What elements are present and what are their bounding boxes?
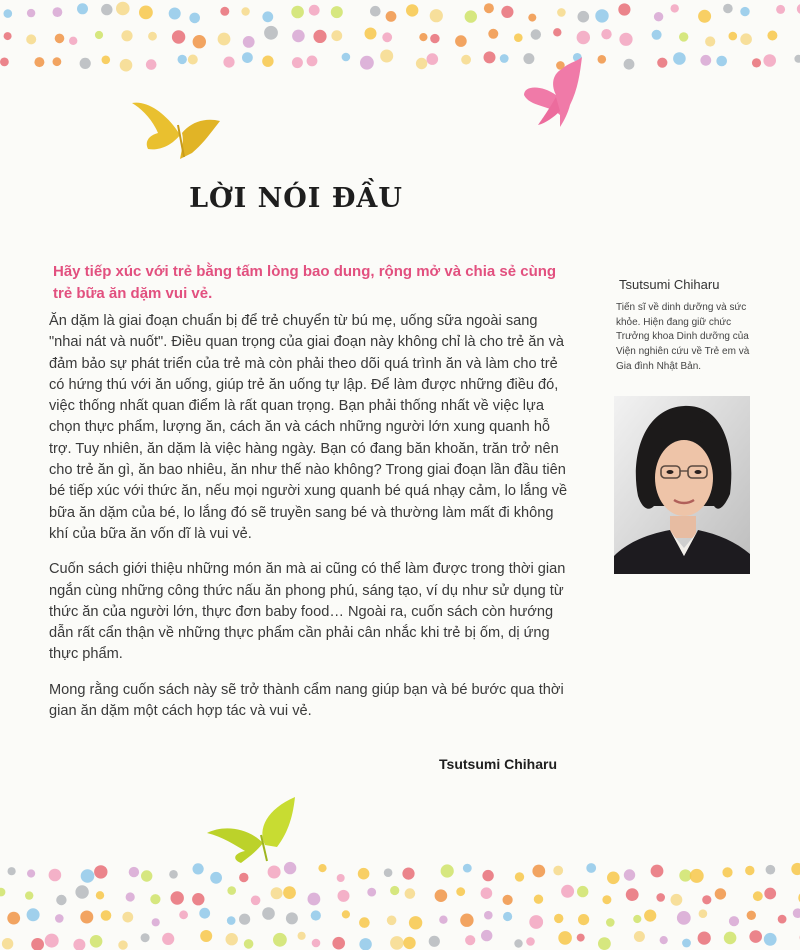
confetti-dot	[242, 52, 253, 63]
confetti-dot	[139, 5, 153, 19]
confetti-dot	[227, 886, 236, 895]
confetti-dot	[419, 33, 427, 41]
confetti-dot	[331, 6, 343, 18]
confetti-dot	[595, 9, 608, 22]
confetti-dot	[764, 888, 776, 900]
confetti-dot	[716, 56, 727, 67]
confetti-dot	[179, 910, 188, 919]
confetti-dot	[740, 7, 749, 16]
confetti-dot	[531, 29, 541, 39]
confetti-dots-top	[0, 0, 800, 80]
confetti-dot	[312, 939, 321, 948]
confetti-dot	[745, 866, 754, 875]
confetti-dot	[220, 7, 229, 16]
confetti-dot	[120, 59, 133, 72]
confetti-dot	[416, 58, 427, 69]
confetti-dot	[673, 52, 686, 65]
confetti-dot	[698, 932, 711, 945]
confetti-dot	[578, 914, 589, 925]
confetti-dot	[403, 937, 415, 949]
confetti-dot	[465, 10, 477, 22]
confetti-dot	[358, 868, 370, 880]
confetti-dot	[101, 910, 112, 921]
confetti-dot	[767, 31, 777, 41]
confetti-dots-bottom	[0, 860, 800, 950]
confetti-dot	[129, 867, 139, 877]
confetti-dot	[503, 912, 512, 921]
confetti-dot	[651, 865, 664, 878]
confetti-dot	[73, 939, 85, 950]
confetti-dot	[654, 12, 663, 21]
confetti-dot	[557, 8, 566, 17]
confetti-dot	[529, 915, 543, 929]
confetti-dot	[81, 869, 95, 883]
confetti-dot	[162, 933, 174, 945]
confetti-dot	[342, 53, 351, 62]
confetti-dot	[25, 891, 33, 899]
confetti-dot	[101, 4, 112, 15]
confetti-dot	[8, 867, 16, 875]
confetti-dot	[223, 57, 234, 68]
confetti-dot	[331, 30, 342, 41]
confetti-dot	[430, 9, 443, 22]
confetti-dot	[644, 910, 656, 922]
confetti-dot	[679, 869, 691, 881]
confetti-dot	[601, 29, 611, 39]
confetti-dot	[482, 870, 493, 881]
confetti-dot	[359, 917, 370, 928]
author-portrait	[614, 396, 750, 574]
confetti-dot	[0, 58, 9, 67]
confetti-dot	[455, 35, 467, 47]
confetti-dot	[633, 915, 641, 923]
confetti-dot	[488, 29, 498, 39]
confetti-dot	[406, 4, 418, 16]
confetti-dot	[671, 4, 679, 12]
confetti-dot	[390, 886, 399, 895]
confetti-dot	[682, 939, 691, 948]
yellow-butterfly-icon	[128, 95, 228, 160]
confetti-dot	[660, 936, 668, 944]
confetti-dot	[69, 37, 77, 45]
confetti-dot	[656, 893, 665, 902]
confetti-dot	[405, 888, 416, 899]
confetti-dot	[45, 934, 59, 948]
confetti-dot	[262, 907, 275, 920]
confetti-dot	[27, 908, 40, 921]
confetti-dot	[390, 936, 404, 950]
confetti-dot	[226, 933, 238, 945]
confetti-dot	[776, 5, 785, 14]
confetti-dot	[702, 895, 711, 904]
author-name: Tsutsumi Chiharu	[619, 277, 720, 292]
confetti-dot	[169, 8, 181, 20]
confetti-dot	[55, 34, 65, 44]
confetti-dot	[116, 2, 130, 16]
confetti-dot	[793, 908, 800, 918]
confetti-dot	[118, 940, 127, 949]
confetti-dot	[90, 935, 103, 948]
confetti-dot	[561, 885, 574, 898]
body-paragraph: Ăn dặm là giai đoạn chuẩn bị để trẻ chuyển từ bú mẹ, uống sữa ngoài sang "nhai nát và nuốt". Điều quan trọng của giai đoạn này không chỉ là cho trẻ ăn và đảm bảo sự phát triển của trẻ mà còn phải theo dõi quá trình ăn và làm cho trẻ có hứng thú với ăn uống, giúp trẻ ăn uống tự lập. Để làm được những điều đó, việc thống nhất quan điểm là rất quan trọng. Bạn phải thống nhất về việc lựa chọn thực phẩm, lượng ăn, cách ăn và cách những người lớn xung quanh hỗ trợ. Tuy nhiên, ăn dặm là việc hàng ngày. Bạn có đang băn khoăn, trăn trở nên cho trẻ ăn gì, ăn bao nhiêu, ăn như thế nào không? Trong giai đoạn lần đầu tiên bé tiếp xúc với thức ăn, nếu mọi người xung quanh bé quá nhạy cảm, lo lắng về bữa ăn dặm của bé, lo lắng đó sẽ truyền sang bé và thường làm mất đi không khí của bữa ăn vốn dĩ là vui vẻ.	[49, 313, 568, 542]
confetti-dot	[239, 914, 250, 925]
confetti-dot	[359, 938, 371, 950]
confetti-dot	[435, 889, 448, 902]
confetti-dot	[365, 28, 377, 40]
confetti-dot	[791, 863, 800, 875]
confetti-dot	[461, 55, 471, 65]
confetti-dot	[271, 887, 283, 899]
confetti-dot	[671, 894, 683, 906]
confetti-dot	[53, 57, 62, 66]
confetti-dot	[698, 10, 711, 23]
confetti-dot	[618, 3, 630, 15]
confetti-dot	[262, 11, 273, 22]
confetti-dot	[481, 930, 492, 941]
confetti-dot	[387, 916, 397, 926]
confetti-dot	[532, 865, 545, 878]
confetti-dot	[342, 910, 350, 918]
confetti-dot	[439, 916, 447, 924]
confetti-dot	[262, 56, 273, 67]
confetti-dot	[484, 51, 496, 63]
confetti-dot	[188, 55, 198, 65]
confetti-dot	[764, 933, 777, 946]
confetti-dot	[77, 3, 88, 14]
confetti-dot	[7, 912, 20, 925]
confetti-dot	[753, 891, 763, 901]
confetti-dot	[526, 937, 535, 946]
confetti-dot	[27, 9, 35, 17]
confetti-dot	[382, 32, 392, 42]
confetti-dot	[606, 918, 615, 927]
green-butterfly-icon	[205, 795, 300, 865]
confetti-dot	[298, 932, 306, 940]
confetti-dot	[794, 55, 800, 63]
confetti-dot	[409, 916, 422, 929]
confetti-dot	[534, 895, 543, 904]
confetti-dot	[602, 895, 611, 904]
confetti-dot	[724, 932, 737, 945]
confetti-dot	[146, 59, 157, 70]
confetti-dot	[318, 864, 326, 872]
confetti-dot	[460, 914, 473, 927]
confetti-dot	[430, 34, 439, 43]
confetti-dot	[729, 32, 738, 41]
confetti-dot	[577, 31, 590, 44]
confetti-dot	[0, 888, 5, 897]
confetti-dot	[402, 868, 414, 880]
confetti-dot	[427, 53, 439, 65]
confetti-dot	[27, 869, 35, 877]
confetti-dot	[241, 7, 249, 15]
confetti-dot	[80, 58, 91, 69]
confetti-dot	[95, 31, 103, 39]
confetti-dot	[121, 30, 132, 41]
confetti-dot	[55, 914, 64, 923]
confetti-dot	[700, 55, 711, 66]
confetti-dot	[456, 887, 465, 896]
confetti-dot	[624, 59, 635, 70]
confetti-dot	[286, 912, 298, 924]
confetti-dot	[200, 930, 212, 942]
confetti-dot	[607, 872, 620, 885]
page-title: LỜI NÓI ĐẦU	[189, 183, 403, 214]
confetti-dot	[515, 872, 524, 881]
confetti-dot	[514, 33, 523, 42]
confetti-dot	[723, 4, 733, 14]
confetti-dot	[171, 891, 184, 904]
confetti-dot	[307, 56, 318, 67]
confetti-dot	[273, 933, 287, 947]
confetti-dot	[34, 57, 44, 67]
confetti-dot	[679, 32, 688, 41]
confetti-dot	[740, 33, 752, 45]
confetti-dot	[747, 911, 756, 920]
confetti-dot	[309, 5, 320, 16]
confetti-dot	[598, 55, 607, 64]
confetti-dot	[429, 936, 440, 947]
confetti-dot	[126, 892, 135, 901]
confetti-dot	[578, 11, 590, 23]
confetti-dot	[313, 30, 326, 43]
body-text	[49, 311, 573, 736]
confetti-dot	[553, 28, 561, 36]
confetti-dot	[715, 888, 726, 899]
confetti-dot	[193, 863, 204, 874]
confetti-dot	[291, 6, 304, 19]
confetti-dot	[122, 912, 133, 923]
confetti-dot	[150, 894, 160, 904]
confetti-dot	[292, 30, 305, 43]
body-paragraph: Cuốn sách giới thiệu những món ăn mà ai cũng có thể làm được trong thời gian ngắn cùng những công thức nấu ăn phong phú, sáng tạo, ví dụ như sử dụng từ thức ăn của người lớn, thực đơn baby food… Ngoài ra, cuốn sách còn hướng dẫn rất cẩn thận về những thực phẩm cần phải cân nhắc khi trẻ bị ốm, dị ứng thực phẩm.	[49, 561, 566, 663]
confetti-dot	[705, 36, 715, 46]
confetti-dot	[49, 869, 62, 882]
confetti-dot	[554, 914, 563, 923]
confetti-dot	[624, 869, 635, 880]
confetti-dot	[4, 32, 12, 40]
confetti-dot	[514, 939, 522, 947]
body-paragraph: Mong rằng cuốn sách này sẽ trở thành cẩm nang giúp bạn và bé bước qua thời gian ăn dặm một cách hợp tác và vui vẻ.	[49, 681, 564, 720]
confetti-dot	[699, 909, 708, 918]
confetti-dot	[227, 916, 236, 925]
confetti-dot	[189, 13, 200, 24]
confetti-dot	[481, 887, 493, 899]
confetti-dot	[193, 35, 206, 48]
confetti-dot	[218, 33, 231, 46]
confetti-dot	[528, 14, 536, 22]
confetti-dot	[251, 896, 261, 906]
confetti-dot	[53, 7, 63, 17]
confetti-dot	[778, 915, 787, 924]
confetti-dot	[26, 34, 36, 44]
confetti-dot	[386, 11, 397, 22]
confetti-dot	[96, 891, 104, 899]
confetti-dot	[243, 36, 255, 48]
confetti-dot	[484, 911, 493, 920]
confetti-dot	[283, 886, 296, 899]
confetti-dot	[626, 888, 639, 901]
confetti-dot	[577, 886, 588, 897]
confetti-dot	[370, 6, 381, 17]
confetti-dot	[598, 937, 611, 950]
confetti-dot	[192, 893, 204, 905]
confetti-dot	[141, 933, 150, 942]
confetti-dot	[80, 911, 93, 924]
confetti-dot	[152, 918, 160, 926]
confetti-dot	[652, 30, 662, 40]
confetti-dot	[500, 54, 509, 63]
confetti-dot	[199, 908, 210, 919]
lead-paragraph: Hãy tiếp xúc với trẻ bằng tấm lòng bao dung, rộng mở và chia sẻ cùng trẻ bữa ăn dặm vui vẻ.	[53, 263, 557, 302]
author-bio: Tiến sĩ về dinh dưỡng và sức khỏe. Hiện đang giữ chức Trưởng khoa Dinh dưỡng của Viện nghiên cứu về Trẻ em và Gia đình Nhật Bản.	[616, 302, 750, 372]
confetti-dot	[311, 910, 321, 920]
confetti-dot	[749, 930, 762, 943]
confetti-dot	[75, 885, 88, 898]
confetti-dot	[244, 939, 254, 949]
confetti-dot	[31, 938, 44, 950]
confetti-dot	[292, 57, 303, 68]
confetti-dot	[763, 54, 776, 67]
confetti-dot	[210, 872, 222, 884]
confetti-dot	[729, 916, 739, 926]
confetti-dot	[172, 30, 185, 43]
confetti-dot	[677, 911, 691, 925]
confetti-dot	[380, 50, 393, 63]
confetti-dot	[2, 938, 13, 949]
confetti-dot	[169, 870, 178, 879]
confetti-dot	[239, 873, 248, 882]
confetti-dot	[657, 58, 667, 68]
confetti-dot	[619, 33, 632, 46]
pink-butterfly-icon	[520, 55, 590, 130]
confetti-dot	[4, 9, 13, 18]
confetti-dot	[553, 866, 563, 876]
confetti-dot	[634, 931, 645, 942]
confetti-dot	[332, 937, 345, 950]
confetti-dot	[690, 869, 704, 883]
confetti-dot	[558, 931, 572, 945]
confetti-dot	[264, 26, 278, 40]
confetti-dot	[337, 874, 345, 882]
confetti-dot	[463, 864, 472, 873]
confetti-dot	[308, 893, 321, 906]
confetti-dot	[178, 55, 187, 64]
confetti-dot	[586, 863, 596, 873]
confetti-dot	[441, 864, 454, 877]
confetti-dot	[384, 868, 393, 877]
confetti-dot	[484, 3, 494, 13]
confetti-dot	[503, 895, 513, 905]
confetti-dot	[577, 934, 585, 942]
confetti-dot	[465, 935, 475, 945]
confetti-dot	[766, 865, 776, 875]
confetti-dot	[360, 56, 374, 70]
confetti-dot	[752, 58, 761, 67]
confetti-dot	[141, 870, 152, 881]
confetti-dot	[94, 865, 107, 878]
author-signature: Tsutsumi Chiharu	[439, 756, 557, 772]
confetti-dot	[102, 56, 111, 65]
confetti-dot	[56, 895, 66, 905]
confetti-dot	[148, 32, 157, 41]
confetti-dot	[501, 6, 513, 18]
confetti-dot	[338, 890, 350, 902]
confetti-dot	[268, 866, 281, 879]
confetti-dot	[722, 867, 732, 877]
confetti-dot	[367, 888, 376, 897]
